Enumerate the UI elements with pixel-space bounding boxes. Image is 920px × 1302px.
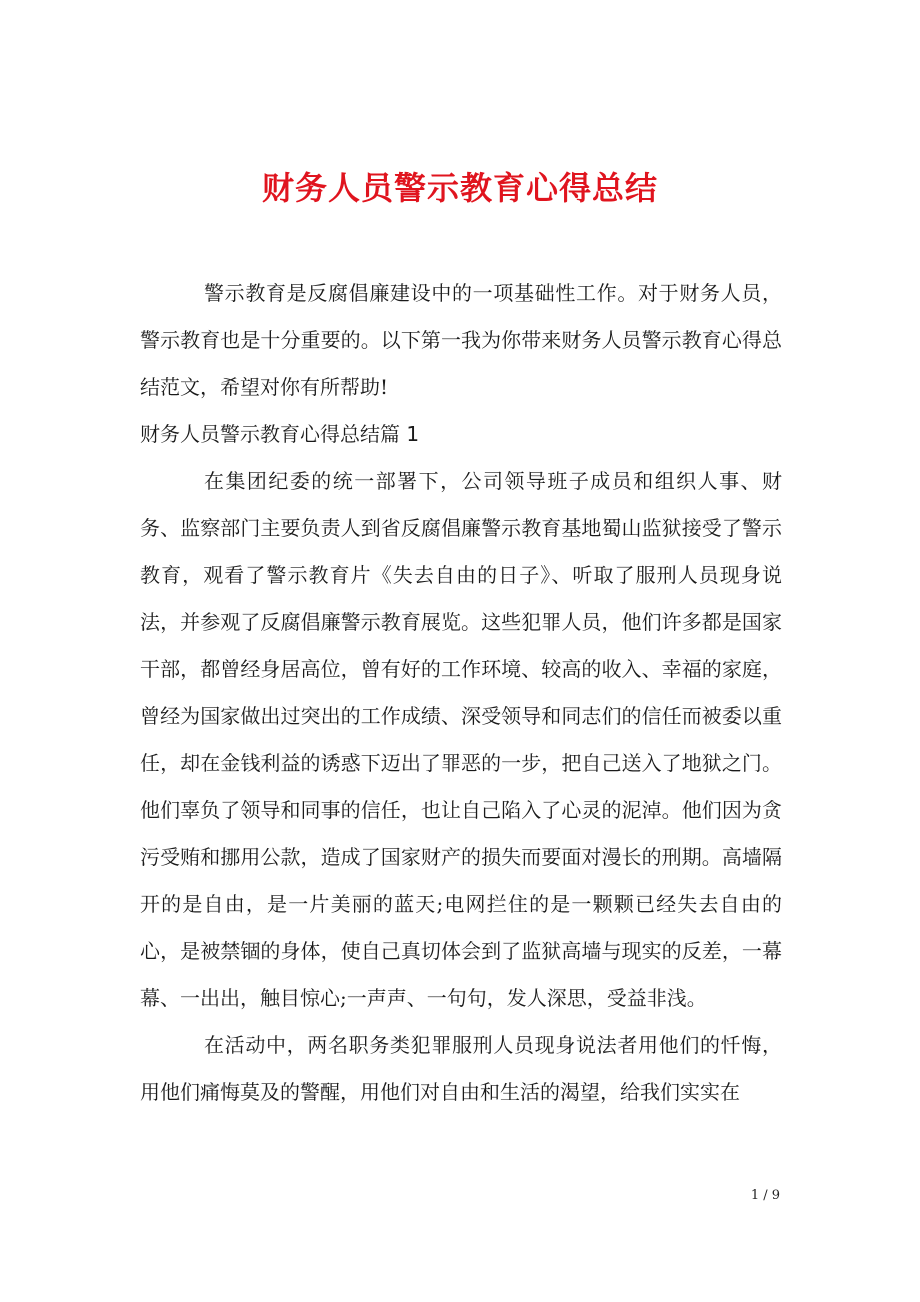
section-heading: 财务人员警示教育心得总结篇 1 — [140, 422, 420, 446]
intro-paragraph: 警示教育是反腐倡廉建设中的一项基础性工作。对于财务人员，警示教育也是十分重要的。以下第一我为你带来财务人员警示教育心得总结范文，希望对你有所帮助! — [140, 281, 782, 399]
document-body — [140, 270, 782, 1116]
body-paragraph-1: 在集团纪委的统一部署下，公司领导班子成员和组织人事、财务、监察部门主要负责人到省反腐倡廉警示教育基地蜀山监狱接受了警示教育，观看了警示教育片《失去自由的日子》、听取了服刑人员现身说法，并参观了反腐倡廉警示教育展览。这些犯罪人员，他们许多都是国家干部，都曾经身居高位，曾有好的工作环境、较高的收入、幸福的家庭，曾经为国家做出过突出的工作成绩、深受领导和同志们的信任而被委以重任，却在金钱利益的诱惑下迈出了罪恶的一步，把自己送入了地狱之门。他们辜负了领导和同事的信任，也让自己陷入了心灵的泥淖。他们因为贪污受贿和挪用公款，造成了国家财产的损失而要面对漫长的刑期。高墙隔开的是自由，是一片美丽的蓝天;电网拦住的是一颗颗已经失去自由的心，是被禁锢的身体，使自己真切体会到了监狱高墙与现实的反差，一幕幕、一出出，触目惊心;一声声、一句句，发人深思，受益非浅。 — [140, 469, 782, 1010]
body-paragraph-2: 在活动中，两名职务类犯罪服刑人员现身说法者用他们的忏悔，用他们痛悔莫及的警醒，用他们对自由和生活的渴望，给我们实实在 — [140, 1033, 782, 1104]
document-title: 财务人员警示教育心得总结 — [261, 169, 658, 208]
page-number: 1 / 9 — [750, 1188, 780, 1203]
